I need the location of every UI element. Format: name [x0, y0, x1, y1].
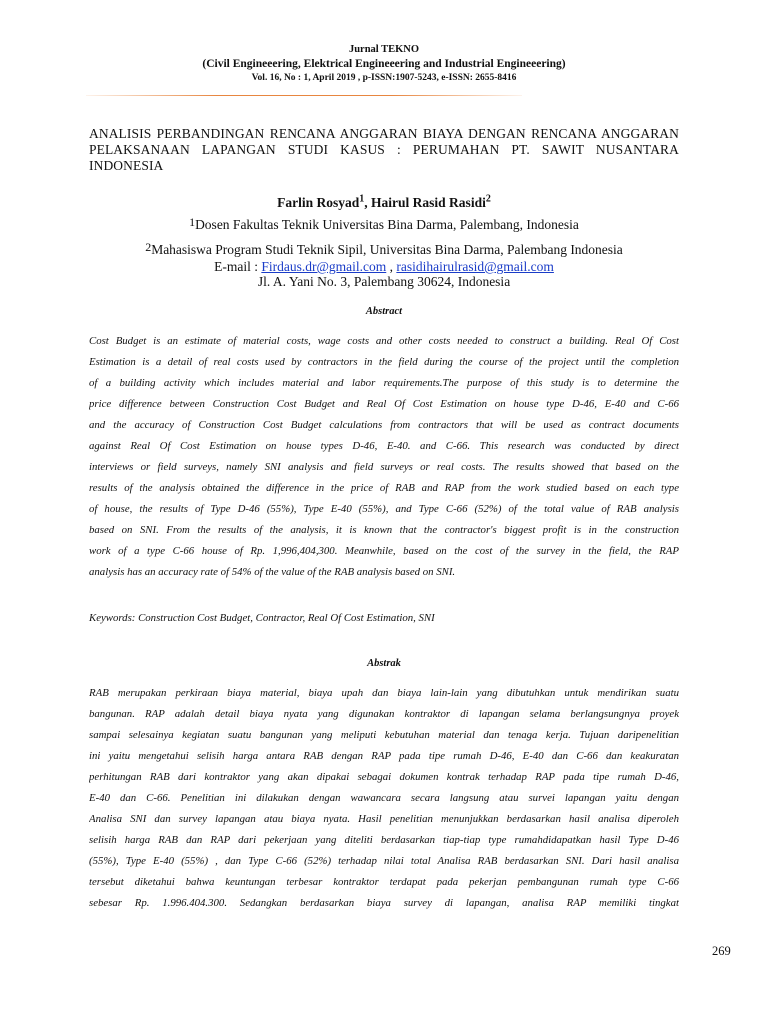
abstrak-line: sampai selesainya kegiatan suatu bangunan yang meliputi kebutuhan material dan tenaga kerja. Tujuan daripenelitian [89, 729, 679, 741]
abstract-line: work of a type C-66 house of Rp. 1,996,404,300. Meanwhile, based on the cost of the survey in the field, the RAP [89, 545, 679, 557]
address: Jl. A. Yani No. 3, Palembang 30624, Indonesia [257, 274, 511, 289]
title-line: INDONESIA [89, 158, 164, 173]
affiliation-1-marker: 1 [189, 215, 196, 229]
abstrak-heading: Abstrak [367, 658, 401, 669]
abstrak-line: bangunan. RAP adalah detail biaya nyata yang digunakan kontraktor di lapangan selama berlangsungnya proyek [89, 708, 679, 720]
author-2: Hairul Rasid Rasidi [371, 195, 486, 210]
abstrak-line: selisih harga RAB dan RAP dari pekerjaan yang diteliti berdasarkan tiap-tiap type rumahdidapatkan hasil Type D-46 [89, 834, 679, 846]
title-line: PELAKSANAAN LAPANGAN STUDI KASUS : PERUMAHAN PT. SAWIT NUSANTARA [89, 142, 679, 157]
abstrak-line: RAB merupakan perkiraan biaya material, biaya upah dan biaya lain-lain yang dibutuhkan untuk mendirikan suatu [89, 687, 679, 699]
abstract-line: of a building activity which includes material and labor requirements.The purpose of this study is to determine the [89, 377, 679, 389]
journal-volume-info: Vol. 16, No : 1, April 2019 , p-ISSN:1907-5243, e-ISSN: 2655-8416 [251, 73, 517, 84]
abstract-line: against Real Of Cost Estimation on house types D-46, E-40. and C-66. This research was conducted by direct [89, 440, 679, 452]
author-block [0, 193, 768, 290]
abstract-body [89, 331, 679, 583]
journal-name: Jurnal TEKNO [348, 44, 420, 55]
email-label: E-mail : [214, 259, 262, 274]
abstract-line: analysis has an accuracy rate of 54% of the value of the RAB analysis based on SNI. [89, 566, 456, 578]
paper-title [89, 126, 679, 174]
abstract-line: interviews or field surveys, namely SNI analysis and field surveys or real costs. The results showed that based on the [89, 461, 679, 473]
abstrak-line: E-40 dan C-66. Penelitian ini dilakukan dengan wawancara secara langsung atau survei lapangan yaitu dengan [89, 792, 679, 804]
author-names [0, 193, 768, 213]
abstrak-body [89, 683, 679, 914]
page-number: 269 [712, 944, 731, 958]
keywords: Keywords: Construction Cost Budget, Contractor, Real Of Cost Estimation, SNI [89, 612, 435, 624]
journal-header [0, 44, 768, 85]
abstrak-line: perhitungan RAB dari kontraktor yang akan dipakai sebagai dokumen kontrak terhadap RAP pada tipe rumah D-46, [89, 771, 679, 783]
abstract-line: Estimation is a detail of real costs used by contractors in the field during the course of the project until the completion [89, 356, 679, 368]
abstract-line: and the accuracy of Construction Cost Budget calculations from contractors that will be used as contract documents [89, 419, 679, 431]
abstrak-line: Analisa SNI dan survey lapangan atau biaya nyata. Hasil penelitian menunjukkan berdasarkan hasil analisa diperoleh [89, 813, 679, 825]
author-2-marker: 2 [485, 193, 491, 205]
affiliation-2 [0, 238, 768, 259]
email-link-1[interactable]: Firdaus.dr@gmail.com [261, 259, 387, 274]
abstrak-line: (55%), Type E-40 (55%) , dan Type C-66 (52%) terhadap nilai total Analisa RAB berdasarkan SNI. Dari hasil analisa [89, 855, 679, 867]
email-line [0, 259, 768, 274]
email-separator: , [386, 259, 397, 274]
abstract-line: of house, the results of Type D-46 (55%), Type E-40 (55%), and Type C-66 (52%) of the total value of RAB analysis [89, 503, 679, 515]
author-1: Farlin Rosyad [277, 195, 360, 210]
abstract-line: based on SNI. From the results of the analysis, it is known that the contractor's biggest profit is in the construction [89, 524, 679, 536]
title-line: ANALISIS PERBANDINGAN RENCANA ANGGARAN BIAYA DENGAN RENCANA ANGGARAN [89, 126, 679, 141]
email-link-2[interactable]: rasidihairulrasid@gmail.com [396, 259, 554, 274]
author-1-marker: 1 [359, 193, 365, 205]
affiliation-2-marker: 2 [145, 240, 152, 254]
abstract-heading: Abstract [365, 306, 403, 317]
header-divider [86, 95, 522, 96]
affiliation-1 [0, 213, 768, 234]
abstrak-line: sebesar Rp. 1.996.404.300. Sedangkan berdasarkan biaya survey di lapangan, analisa RAP memiliki tingkat [89, 897, 679, 909]
abstrak-line: tersebut diketahui bahwa keuntungan terbesar kontraktor terdapat pada pekerjan pembangunan rumah type C-66 [89, 876, 679, 888]
affiliation-1-text: Dosen Fakultas Teknik Universitas Bina Darma, Palembang, Indonesia [195, 217, 579, 232]
author-separator: , [364, 195, 372, 210]
abstrak-line: ini yaitu mengetahui selisih harga antara RAB dengan RAP pada tipe rumah D-46, E-40 dan C-66 dan keakuratan [89, 750, 679, 762]
abstract-line: price difference between Construction Cost Budget and Real Of Cost Estimation on house type D-46, E-40 and C-66 [89, 398, 679, 410]
journal-fields: (Civil Engineeering, Elektrical Engineeering and Industrial Engineeering) [202, 57, 566, 70]
affiliation-2-text: Mahasiswa Program Studi Teknik Sipil, Universitas Bina Darma, Palembang Indonesia [151, 242, 623, 257]
abstract-line: results of the analysis obtained the difference in the price of RAB and RAP from the work studied based on each type [89, 482, 679, 494]
abstract-line: Cost Budget is an estimate of material costs, wage costs and other costs needed to construct a building. Real Of Cost [89, 335, 679, 347]
